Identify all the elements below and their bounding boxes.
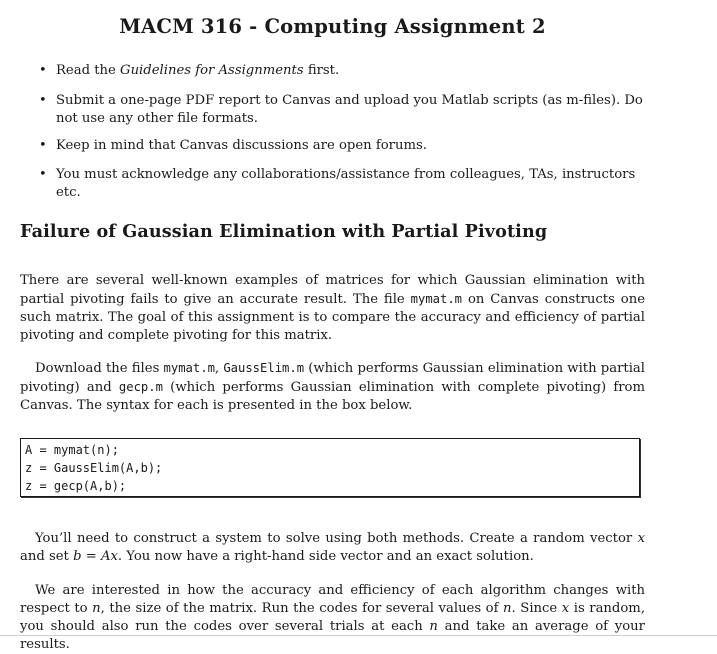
text-run: (which performs Gaussian elimination with complete pivoting) from Canvas. The syntax for each is presented in the box below. [20, 380, 645, 413]
bullet-icon: • [39, 167, 47, 182]
page-title: MACM 316 - Computing Assignment 2 [119, 15, 546, 38]
math-variable: n [92, 601, 101, 616]
filename-code: mymat.m [410, 292, 463, 306]
math-equation: b = Ax [73, 549, 118, 564]
section-heading: Failure of Gaussian Elimination with Partial Pivoting [20, 221, 548, 242]
text-run: Download the files [35, 361, 164, 376]
guidelines-reference: Guidelines for Assignments [120, 63, 304, 78]
math-variable: n [503, 601, 512, 616]
text-run: , the size of the matrix. Run the codes for several values of [100, 601, 504, 616]
text-run: (which performs Gaussian elimination with partial pivoting) and [20, 361, 645, 395]
bullet-icon: • [39, 138, 47, 153]
code-box [20, 438, 640, 497]
filename-code: GaussElim.m [223, 361, 305, 375]
page-edge-divider [0, 635, 717, 636]
list-item [36, 92, 656, 128]
code-line: z = GaussElim(A,b); [25, 461, 163, 475]
paragraph-download [20, 359, 645, 415]
text-run: and take an average of your results. [20, 619, 645, 652]
list-item-text: Read the [56, 63, 121, 78]
filename-code: mymat.m [163, 361, 215, 375]
list-item [36, 62, 339, 80]
list-item-text: You must acknowledge any collaborations/assistance from colleagues, TAs, instructors etc. [56, 167, 636, 200]
text-run: , [214, 361, 224, 376]
list-item-text: Keep in mind that Canvas discussions are open forums. [56, 138, 427, 153]
list-item [36, 166, 656, 202]
list-item-text: first. [303, 63, 340, 78]
list-item-text: Submit a one-page PDF report to Canvas and upload you Matlab scripts (as m-files). Do not use any other file formats. [56, 93, 643, 126]
paragraph-construct [20, 530, 645, 566]
list-item [36, 137, 427, 155]
text-run: and set [20, 549, 74, 564]
text-run: . You now have a right-hand side vector and an exact solution. [117, 549, 534, 564]
code-line: A = mymat(n); [25, 443, 119, 457]
math-variable: n [429, 619, 438, 634]
code-line: z = gecp(A,b); [25, 479, 127, 493]
text-run: You’ll need to construct a system to solve using both methods. Create a random vector [35, 531, 638, 546]
text-run: There are several well-known examples of matrices for which Gaussian elimination with partial pivoting fails to give an accurate result. The file [20, 273, 645, 307]
text-run: We are interested in how the accuracy and efficiency of each algorithm changes with respect to [20, 583, 645, 616]
text-run: . Since [511, 601, 562, 616]
math-variable: x [637, 531, 645, 546]
text-run: is random, you should also run the codes over several trials at each [20, 601, 646, 634]
text-run: on Canvas constructs one such matrix. The goal of this assignment is to compare the accuracy and efficiency of partial pivoting and complete pivoting for this matrix. [20, 292, 646, 343]
bullet-icon: • [39, 93, 47, 108]
paragraph-intro [20, 272, 645, 345]
filename-code: gecp.m [118, 380, 163, 394]
bullet-icon: • [39, 63, 47, 78]
paragraph-trials [20, 582, 645, 654]
math-variable: x [561, 601, 570, 616]
